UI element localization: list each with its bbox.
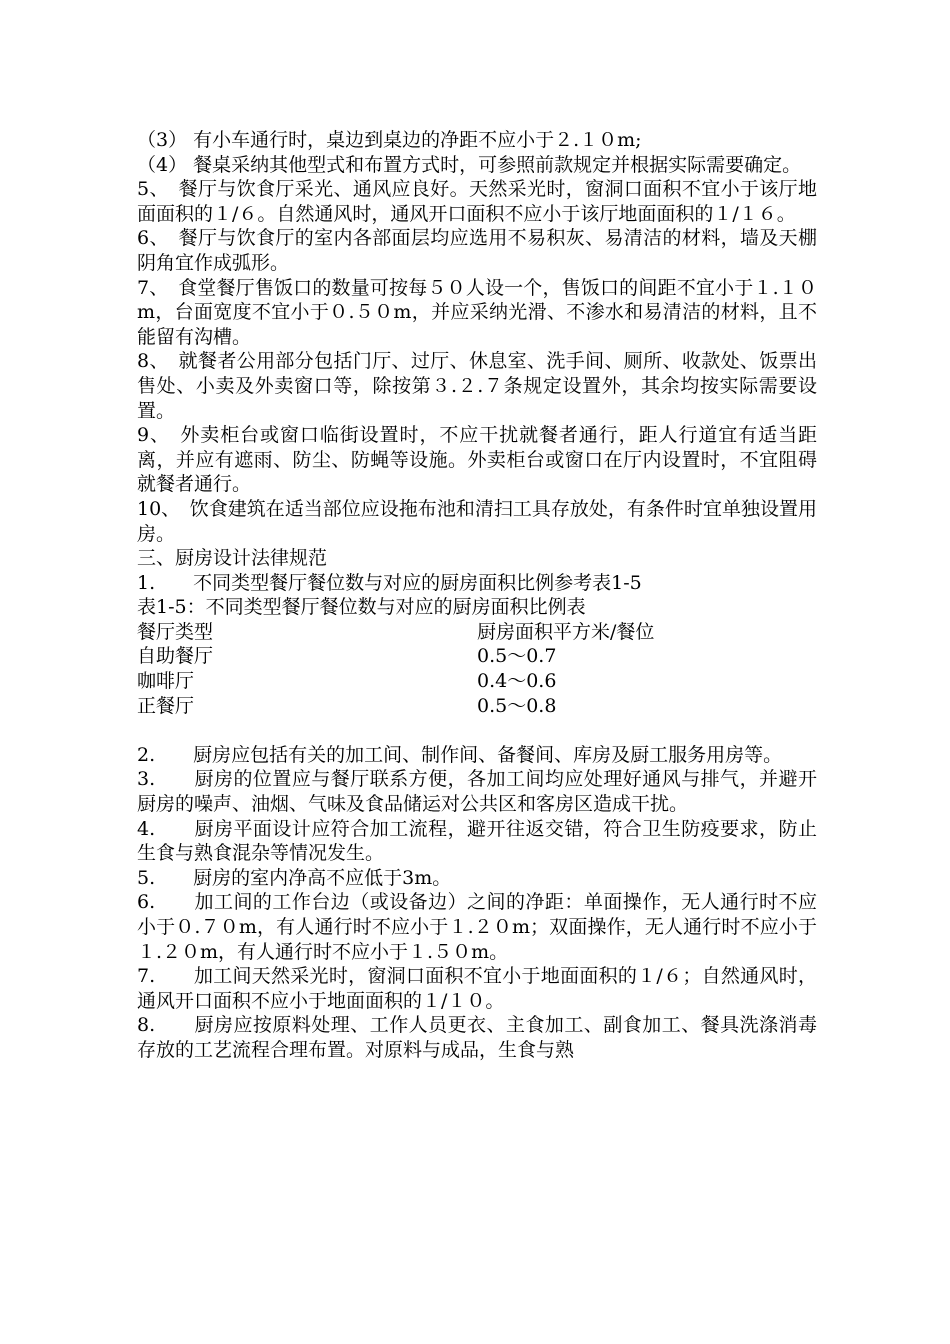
paragraph-kitchen-1: 1. 不同类型餐厅餐位数与对应的厨房面积比例参考表1-5 xyxy=(137,571,642,594)
paragraph-kitchen-3: 3. 厨房的位置应与餐厅联系方便，各加工间均应处理好通风与排气，并避开厨房的噪声、油烟、气味及食品储运对公共区和客房区造成干扰。 xyxy=(137,768,817,816)
kitchen-ratio-table xyxy=(137,620,817,718)
paragraph-kitchen-7: 7. 加工间天然采光时，窗洞口面积不宜小于地面面积的１/６；自然通风时，通风开口面积不应小于地面面积的１/１０。 xyxy=(137,965,817,1012)
table-header-type: 餐厅类型 xyxy=(137,620,214,643)
table-header-area: 厨房面积平方米/餐位 xyxy=(477,620,655,643)
table-cell-type: 咖啡厅 xyxy=(137,670,195,693)
paragraph-item-3: （3） 有小车通行时，桌边到桌边的净距不应小于２.１０m; xyxy=(137,129,642,151)
section-heading-kitchen: 三、厨房设计法律规范 xyxy=(137,547,328,570)
paragraph-item-4: （4） 餐桌采纳其他型式和布置方式时，可参照前款规定并根据实际需要确定。 xyxy=(137,153,802,176)
table-header-row xyxy=(137,620,817,645)
table-cell-type: 正餐厅 xyxy=(137,694,195,717)
paragraph-5: 5、 餐厅与饮食厅采光、通风应良好。天然采光时，窗洞口面积不宜小于该厅地面面积的１/６。自然通风时，通风开口面积不应小于该厅地面面积的１/１６。 xyxy=(137,178,817,225)
paragraph-7: 7、 食堂餐厅售饭口的数量可按每５０人设一个，售饭口的间距不宜小于１.１０m，台面宽度不宜小于０.５０m，并应采纳光滑、不渗水和易清洁的材料，且不能留有沟槽。 xyxy=(137,276,817,348)
table-row xyxy=(137,694,817,719)
paragraph-9: 9、 外卖柜台或窗口临街设置时，不应干扰就餐者通行，距人行道宜有适当距离，并应有遮雨、防尘、防蝇等设施。外卖柜台或窗口在厅内设置时，不宜阻碍就餐者通行。 xyxy=(137,424,817,496)
blank-line xyxy=(137,718,817,743)
document-page xyxy=(137,128,817,1063)
paragraph-kitchen-8: 8. 厨房应按原料处理、工作人员更衣、主食加工、副食加工、餐具洗涤消毒存放的工艺流程合理布置。对原料与成品，生食与熟 xyxy=(137,1014,817,1061)
table-cell-area: 0.5～0.7 xyxy=(477,645,557,668)
table-row xyxy=(137,669,817,694)
paragraph-kitchen-4: 4. 厨房平面设计应符合加工流程，避开往返交错，符合卫生防疫要求，防止生食与熟食混杂等情况发生。 xyxy=(137,817,817,865)
table-title: 表1-5：不同类型餐厅餐位数与对应的厨房面积比例表 xyxy=(137,596,586,619)
table-cell-type: 自助餐厅 xyxy=(137,645,214,668)
table-row xyxy=(137,644,817,669)
paragraph-10: 10、 饮食建筑在适当部位应设拖布池和清扫工具存放处，有条件时宜单独设置用房。 xyxy=(137,497,817,545)
paragraph-kitchen-5: 5. 厨房的室内净高不应低于3m。 xyxy=(137,866,452,889)
section-before-table xyxy=(137,128,817,595)
paragraph-8: 8、 就餐者公用部分包括门厅、过厅、休息室、洗手间、厕所、收款处、饭票出售处、小卖及外卖窗口等，除按第３.２.７条规定设置外，其余均按实际需要设置。 xyxy=(137,350,817,422)
section-after-table xyxy=(137,743,817,1063)
table-cell-area: 0.4～0.6 xyxy=(477,670,557,693)
paragraph-kitchen-2: 2. 厨房应包括有关的加工间、制作间、备餐间、库房及厨工服务用房等。 xyxy=(137,743,783,766)
table-cell-area: 0.5～0.8 xyxy=(477,694,557,717)
paragraph-6: 6、 餐厅与饮食厅的室内各部面层均应选用不易积灰、易清洁的材料，墙及天棚阴角宜作成弧形。 xyxy=(137,227,817,274)
paragraph-kitchen-6: 6. 加工间的工作台边（或设备边）之间的净距：单面操作，无人通行时不应小于０.７０m，有人通行时不应小于１.２０m；双面操作，无人通行时不应小于１.２０m，有人通行时不应小于１.５０m。 xyxy=(137,891,817,963)
